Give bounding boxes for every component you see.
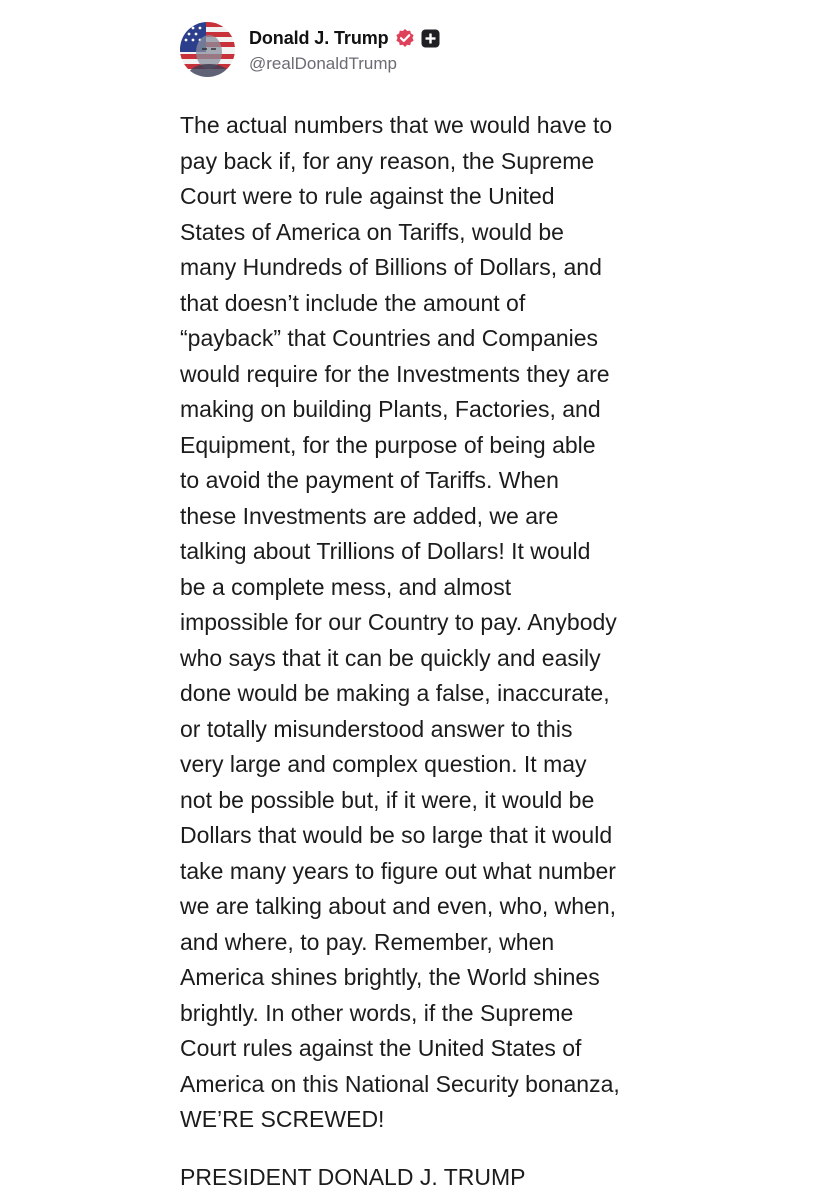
- post-body-line: pay back if, for any reason, the Supreme: [180, 147, 595, 174]
- post-body-line: Court rules against the United States of: [180, 1035, 582, 1061]
- post-body-line: WE’RE SCREWED!: [180, 1106, 385, 1132]
- post-body-line: very large and complex question. It may: [180, 751, 587, 777]
- post-body-line: be a complete mess, and almost: [180, 573, 512, 600]
- flag-portrait-avatar-icon: [180, 22, 235, 77]
- post-body-line: take many years to figure out what number: [180, 857, 616, 884]
- plus-square-icon[interactable]: [421, 29, 440, 48]
- post-body-line: America shines brightly, the World shines: [180, 964, 600, 990]
- post-header: [180, 20, 440, 78]
- post-body-line: making on building Plants, Factories, and: [180, 396, 601, 422]
- post-body-line: done would be making a false, inaccurate,: [180, 680, 610, 706]
- post-body-line: or totally misunderstood answer to this: [180, 715, 573, 742]
- post-body-line: brightly. In other words, if the Supreme: [180, 999, 574, 1026]
- display-name[interactable]: Donald J. Trump: [249, 27, 389, 48]
- post-body-line: who says that it can be quickly and easily: [180, 644, 601, 671]
- verified-badge-icon: [395, 28, 415, 48]
- post-body-line: and where, to pay. Remember, when: [180, 928, 555, 955]
- post-body-line: America on this National Security bonanza,: [180, 1070, 620, 1097]
- post-body-line: to avoid the payment of Tariffs. When: [180, 467, 559, 493]
- post-body-line: that doesn’t include the amount of: [180, 289, 526, 316]
- post-body-line: Equipment, for the purpose of being able: [180, 431, 596, 458]
- post-body-line: not be possible but, if it were, it would be: [180, 786, 595, 813]
- post-body-line: “payback” that Countries and Companies: [180, 325, 599, 351]
- post-body-line: talking about Trillions of Dollars! It would: [180, 538, 591, 564]
- post-body-line: Dollars that would be so large that it would: [180, 822, 613, 848]
- post-body-line: The actual numbers that we would have to: [180, 112, 613, 138]
- author-identity: [249, 24, 440, 74]
- avatar[interactable]: [180, 22, 235, 77]
- post-body-line: these Investments are added, we are: [180, 502, 559, 529]
- name-row: [249, 24, 440, 52]
- post-signature: PRESIDENT DONALD J. TRUMP: [180, 1164, 526, 1190]
- post-body-line: many Hundreds of Billions of Dollars, and: [180, 254, 602, 280]
- post-body-line: impossible for our Country to pay. Anybody: [180, 609, 617, 635]
- post-body-line: Court were to rule against the United: [180, 183, 555, 209]
- post-body-line: we are talking about and even, who, when,: [180, 893, 617, 919]
- post-body-line: would require for the Investments they are: [180, 360, 610, 387]
- post-body: [180, 108, 660, 1138]
- author-handle[interactable]: @realDonaldTrump: [249, 54, 397, 73]
- post-body-line: States of America on Tariffs, would be: [180, 218, 564, 245]
